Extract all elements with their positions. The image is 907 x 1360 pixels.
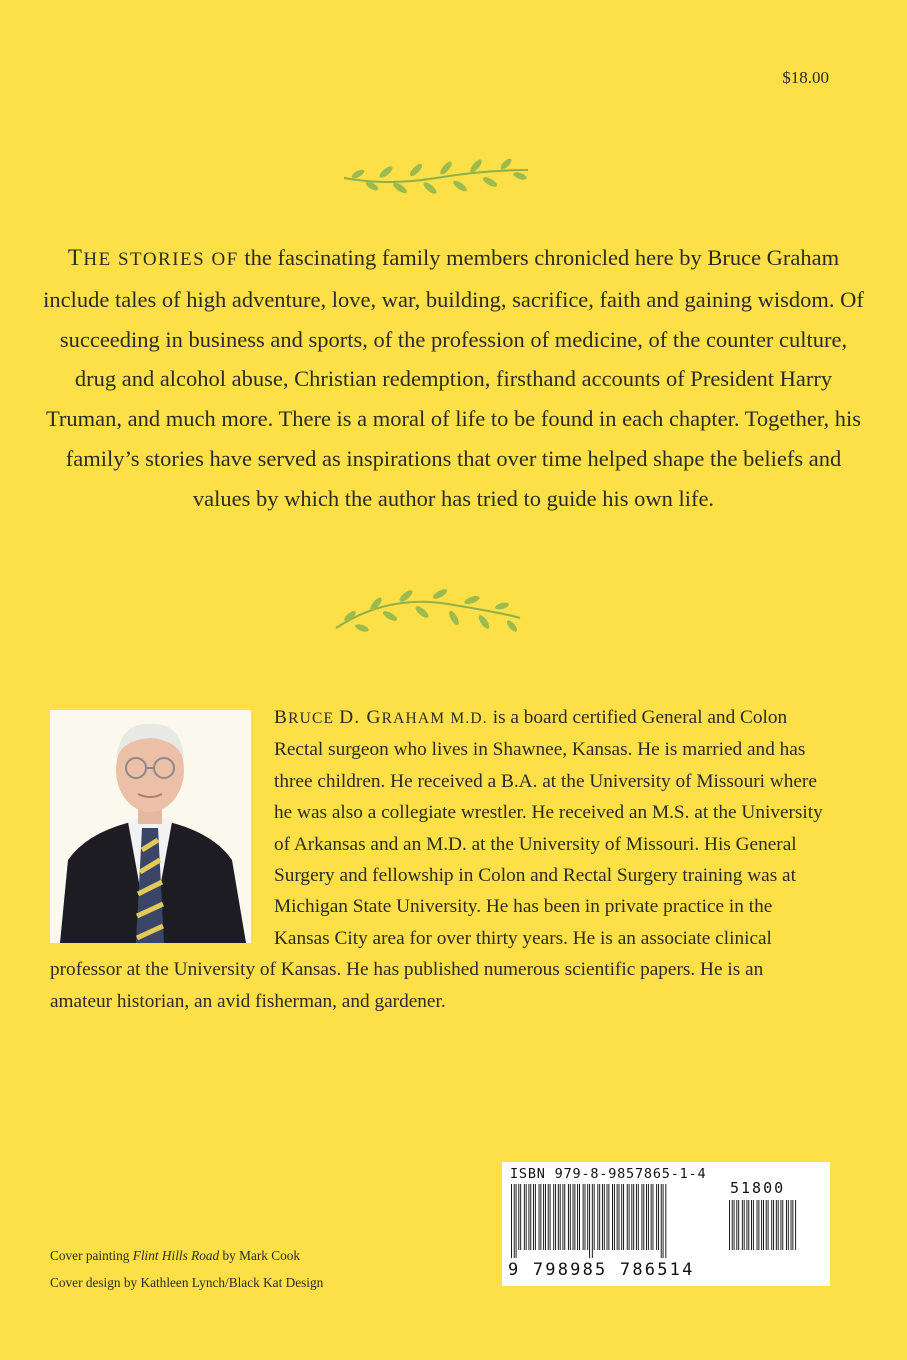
design-credit: Cover design by Kathleen Lynch/Black Kat Design — [50, 1275, 324, 1290]
price-label: $18.00 — [782, 68, 829, 87]
addon-barcode-bars — [728, 1200, 822, 1258]
cover-credits — [50, 1242, 323, 1296]
back-cover-blurb — [40, 238, 867, 519]
ean-barcode-bars — [510, 1184, 720, 1258]
isbn-number: ISBN 979-8-9857865-1-4 — [510, 1166, 707, 1182]
vine-ornament-top — [338, 156, 534, 200]
bio-text: is a board certified General and Colon Rectal surgeon who lives in Shawnee, Kansas. He is married and has three children. He received a B.A. at the University of Missouri where he was also a collegiate wrestler. He received an M.S. at the University of Arkansas and an M.D. at the University of Missouri. His General Surgery and fellowship in Colon and Rectal Surgery training was at Michigan State University. He has been in private practice in the Kansas City area for over thirty years. He is an associate clinical professor at the University of Kansas. He has published numerous scientific papers. He is an amateur historian, an avid fisherman, and gardener. — [50, 707, 823, 1012]
painting-credit: Cover painting Flint Hills Road by Mark Cook — [50, 1248, 301, 1263]
author-name: BRUCE D. GRAHAM M.D. — [274, 707, 488, 728]
blurb-lead-in: THE STORIES OF — [67, 245, 239, 270]
price-addon-code: 51800 — [730, 1179, 786, 1197]
isbn-barcode — [502, 1162, 830, 1286]
barcode-digits: 9 798985 786514 — [508, 1260, 695, 1280]
vine-ornament-middle — [328, 588, 524, 642]
author-bio — [50, 702, 830, 1017]
blurb-text: the fascinating family members chronicled here by Bruce Graham include tales of high adventure, love, war, building, sacrifice, faith and gaining wisdom. Of succeeding in business and sports, of the profession of medicine, of the counter culture, drug and alcohol abuse, Christian redemption, firsthand accounts of President Harry Truman, and much more. There is a moral of life to be found in each chapter. Together, his family’s stories have served as inspirations that over time helped shape the beliefs and values by which the author has tried to guide his own life. — [43, 245, 864, 511]
